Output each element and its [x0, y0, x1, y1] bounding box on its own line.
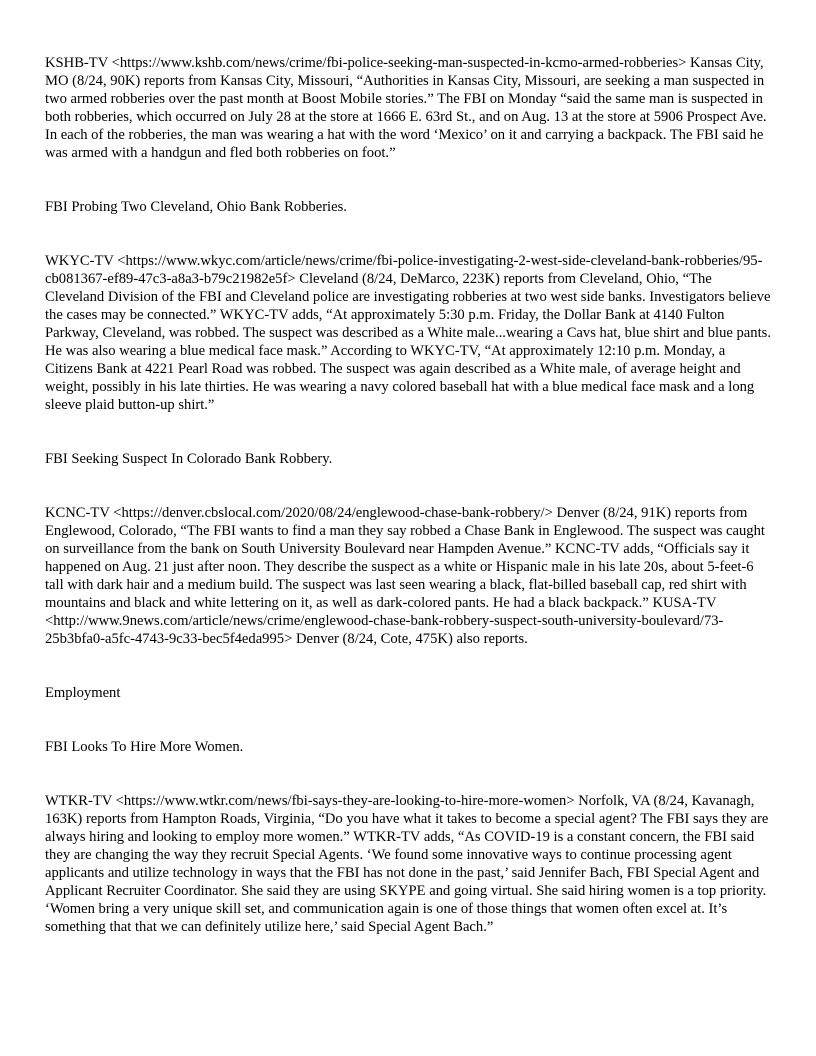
- spacer: [45, 216, 772, 252]
- section-heading-employment: Employment: [45, 685, 121, 701]
- headline-cleveland-bank-robberies: FBI Probing Two Cleveland, Ohio Bank Robberies.: [45, 199, 347, 215]
- article-kansas-city-robberies: KSHB-TV <https://www.kshb.com/news/crime/fbi-police-seeking-man-suspected-in-kcmo-armed-robberies> Kansas City, MO (8/24, 90K) reports from Kansas City, Missouri, “Authorities in Kansas City, Missouri, are seeking a man suspected in two armed robberies over the past month at Boost Mobile stories.” The FBI on Monday “said the same man is suspected in both robberies, which occurred on July 28 at the store at 1666 E. 63rd St., and on Aug. 13 at the store at 5906 Prospect Ave. In each of the robberies, the man was wearing a hat with the word ‘Mexico’ on it and carrying a backpack. The FBI said he was armed with a handgun and fled both robberies on foot.”: [45, 55, 767, 161]
- spacer: [45, 468, 772, 504]
- article-fbi-hire-women: WTKR-TV <https://www.wtkr.com/news/fbi-says-they-are-looking-to-hire-more-women> Norfolk, VA (8/24, Kavanagh, 163K) reports from Hampton Roads, Virginia, “Do you have what it takes to become a special agent? The FBI says they are always hiring and looking to employ more women.” WTKR-TV adds, “As COVID-19 is a constant concern, the FBI said they are changing the way they recruit Special Agents. ‘We found some innovative ways to continue processing agent applicants and utilize technology in ways that the FBI has not done in the past,’ said Jennifer Bach, FBI Special Agent and Applicant Recruiter Coordinator. She said they are using SKYPE and going virtual. She said hiring women is a top priority. ‘Women bring a very unique skill set, and communication again is one of those things that women often excel at. It’s something that that we can definitely utilize here,’ said Special Agent Bach.”: [45, 793, 769, 935]
- spacer: [45, 414, 772, 450]
- headline-colorado-bank-robbery: FBI Seeking Suspect In Colorado Bank Robbery.: [45, 451, 333, 467]
- spacer: [45, 702, 772, 738]
- spacer: [45, 162, 772, 198]
- spacer: [45, 756, 772, 792]
- article-colorado-bank-robbery: KCNC-TV <https://denver.cbslocal.com/2020/08/24/englewood-chase-bank-robbery/> Denver (8/24, 91K) reports from Englewood, Colorado, “The FBI wants to find a man they say robbed a Chase Bank in Englewood. The suspect was caught on surveillance from the bank on South University Boulevard near Hampden Avenue.” KCNC-TV adds, “Officials say it happened on Aug. 21 just after noon. They describe the suspect as a white or Hispanic male in his late 20s, about 5-feet-6 tall with dark hair and a medium build. The suspect was last seen wearing a black, flat-billed baseball cap, red shirt with mountains and black and white lettering on it, as well as dark-colored pants. He had a black backpack.” KUSA-TV <http://www.9news.com/article/news/crime/englewood-chase-bank-robbery-suspect-south-university-boulevard/73-25b3bfa0-a5fc-4743-9c33-bec5f4eda995> Denver (8/24, Cote, 475K) also reports.: [45, 505, 765, 647]
- spacer: [45, 648, 772, 684]
- document-page: [45, 54, 772, 936]
- headline-fbi-hire-women: FBI Looks To Hire More Women.: [45, 739, 244, 755]
- article-cleveland-bank-robberies: WKYC-TV <https://www.wkyc.com/article/news/crime/fbi-police-investigating-2-west-side-cleveland-bank-robberies/95-cb081367-ef89-47c3-a8a3-b79c21982e5f> Cleveland (8/24, DeMarco, 223K) reports from Cleveland, Ohio, “The Cleveland Division of the FBI and Cleveland police are investigating robberies at two west side banks. Investigators believe the cases may be connected.” WKYC-TV adds, “At approximately 5:30 p.m. Friday, the Dollar Bank at 4140 Fulton Parkway, Cleveland, was robbed. The suspect was described as a White male...wearing a Cavs hat, blue shirt and blue pants. He was also wearing a blue medical face mask.” According to WKYC-TV, “At approximately 12:10 p.m. Monday, a Citizens Bank at 4221 Pearl Road was robbed. The suspect was again described as a White male, of average height and weight, possibly in his late thirties. He was wearing a navy colored baseball hat with a blue medical face mask and a long sleeve plaid button-up shirt.”: [45, 253, 771, 413]
